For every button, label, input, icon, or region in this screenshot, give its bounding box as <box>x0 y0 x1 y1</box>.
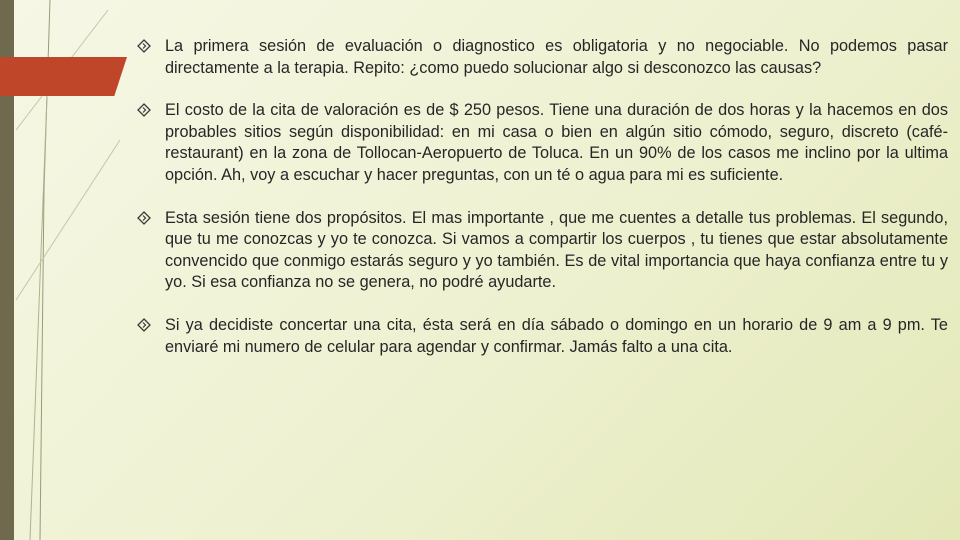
bullet-item-1 <box>137 36 948 79</box>
bullet-item-2 <box>137 100 948 186</box>
bullet-item-3 <box>137 208 948 294</box>
diamond-arrow-icon <box>137 103 151 117</box>
bullet-text: Si ya decidiste concertar una cita, ésta será en día sábado o domingo en un horario de 9 am a 9 pm. Te enviaré mi numero de celular para agendar y confirmar. Jamás falto a una cita. <box>165 315 948 356</box>
diamond-arrow-icon <box>137 211 151 225</box>
bullet-text: Esta sesión tiene dos propósitos. El mas importante , que me cuentes a detalle tus problemas. El segundo, que tu me conozcas y yo te conozca. Si vamos a compartir los cuerpos , tu tienes que estar absolutamente convencido que conmigo estarás seguro y yo también. Es de vital importancia que haya confianza entre tu y yo. Si esa confianza no se genera, no podré ayudarte. <box>165 208 948 292</box>
bullet-list <box>137 36 948 358</box>
diamond-arrow-icon <box>137 39 151 53</box>
diamond-arrow-icon <box>137 318 151 332</box>
bullet-item-4 <box>137 315 948 358</box>
accent-tab <box>0 57 127 96</box>
bullet-text: El costo de la cita de valoración es de $ 250 pesos. Tiene una duración de dos horas y la hacemos en dos probables sitios según disponibilidad: en mi casa o bien en algún sitio cómodo, seguro, discreto (café-restaurant) en la zona de Tollocan-Aeropuerto de Toluca. En un 90% de los casos me inclino por la ultima opción. Ah, voy a escuchar y hacer preguntas, con un té o agua para mi es suficiente. <box>165 101 948 184</box>
bullet-text: La primera sesión de evaluación o diagnostico es obligatoria y no negociable. No podemos pasar directamente a la terapia. Repito: ¿como puedo solucionar algo si desconozco las causas? <box>165 37 948 77</box>
